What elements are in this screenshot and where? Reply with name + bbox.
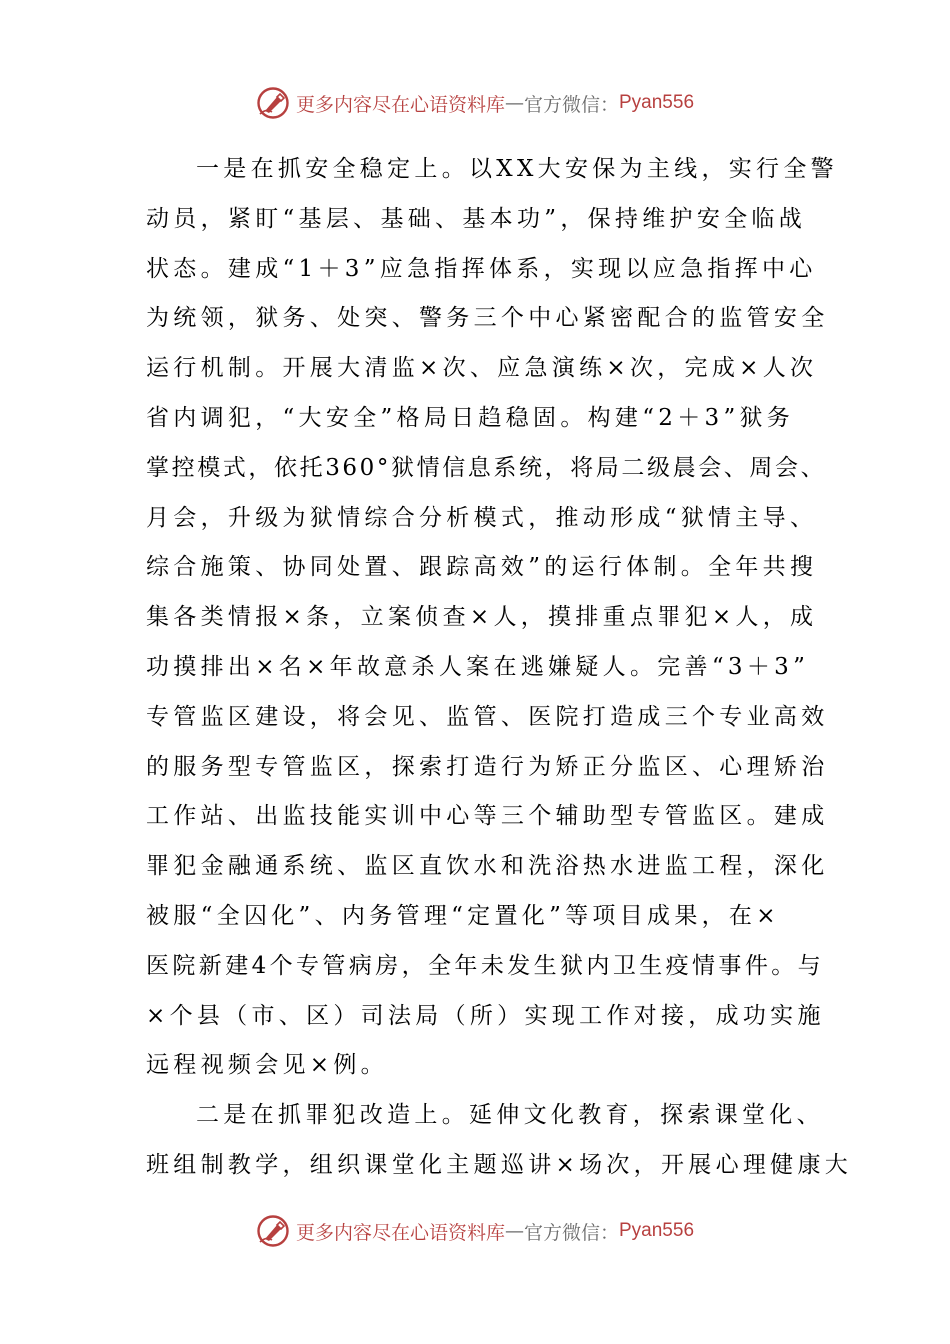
pen-nib-logo-icon [256, 1214, 290, 1248]
text-line: ×个县（市、区）司法局（所）实现工作对接，成功实施 [146, 1002, 825, 1029]
wechat-label: 官方微信： [523, 93, 619, 116]
text-line: 集各类情报×条，立案侦查×人，摸排重点罪犯×人，成 [146, 604, 818, 631]
banner-separator: — [504, 92, 524, 114]
wechat-id: Pyan556 [619, 1220, 695, 1241]
text-line: 工作站、出监技能实训中心等三个辅助型专管监区。建成 [146, 803, 829, 830]
text-line: 的服务型专管监区，探索打造行为矫正分监区、心理矫治 [146, 753, 829, 780]
pen-nib-logo-icon [256, 86, 290, 120]
document-body [146, 145, 853, 1191]
wechat-label: 官方微信： [523, 1221, 619, 1244]
text-line: 动员，紧盯“基层、基础、基本功”，保持维护安全临战 [146, 205, 807, 232]
header-banner [0, 83, 950, 123]
text-line: 班组制教学，组织课堂化主题巡讲×场次，开展心理健康大 [146, 1151, 853, 1178]
text-line: 月会，升级为狱情综合分析模式，推动形成“狱情主导、 [146, 504, 818, 531]
text-line: 运行机制。开展大清监×次、应急演练×次，完成×人次 [146, 355, 818, 382]
text-line: 被服“全囚化”、内务管理“定置化”等项目成果，在× [146, 902, 780, 929]
text-line: 综合施策、协同处置、跟踪高效”的运行体制。全年共搜 [146, 554, 818, 581]
banner-separator: — [504, 1220, 524, 1242]
text-line: 罪犯金融通系统、监区直饮水和洗浴热水进监工程，深化 [146, 853, 829, 880]
text-line: 状态。建成“1＋3”应急指挥体系，实现以应急指挥中心 [146, 255, 817, 282]
text-line: 医院新建4个专管病房，全年未发生狱内卫生疫情事件。与 [146, 952, 825, 979]
text-line: 为统领，狱务、处突、警务三个中心紧密配合的监管安全 [146, 305, 829, 332]
banner-text: 更多内容尽在心语资料库 [295, 93, 505, 116]
footer-banner [0, 1211, 950, 1251]
banner-text: 更多内容尽在心语资料库 [295, 1221, 505, 1244]
text-line: 省内调犯，“大安全”格局日趋稳固。构建“2＋3”狱务 [146, 404, 795, 431]
text-line: 远程视频会见×例。 [146, 1052, 388, 1079]
wechat-id: Pyan556 [619, 92, 695, 113]
text-line: 功摸排出×名×年故意杀人案在逃嫌疑人。完善“3＋3” [146, 653, 810, 680]
text-line: 二是在抓罪犯改造上。延伸文化教育，探索课堂化、 [196, 1102, 824, 1129]
text-line: 掌控模式，依托360°狱情信息系统，将局二级晨会、周会、 [146, 454, 827, 481]
text-line: 一是在抓安全稳定上。以XX大安保为主线，实行全警 [196, 156, 838, 182]
text-line: 专管监区建设，将会见、监管、医院打造成三个专业高效 [146, 703, 829, 730]
